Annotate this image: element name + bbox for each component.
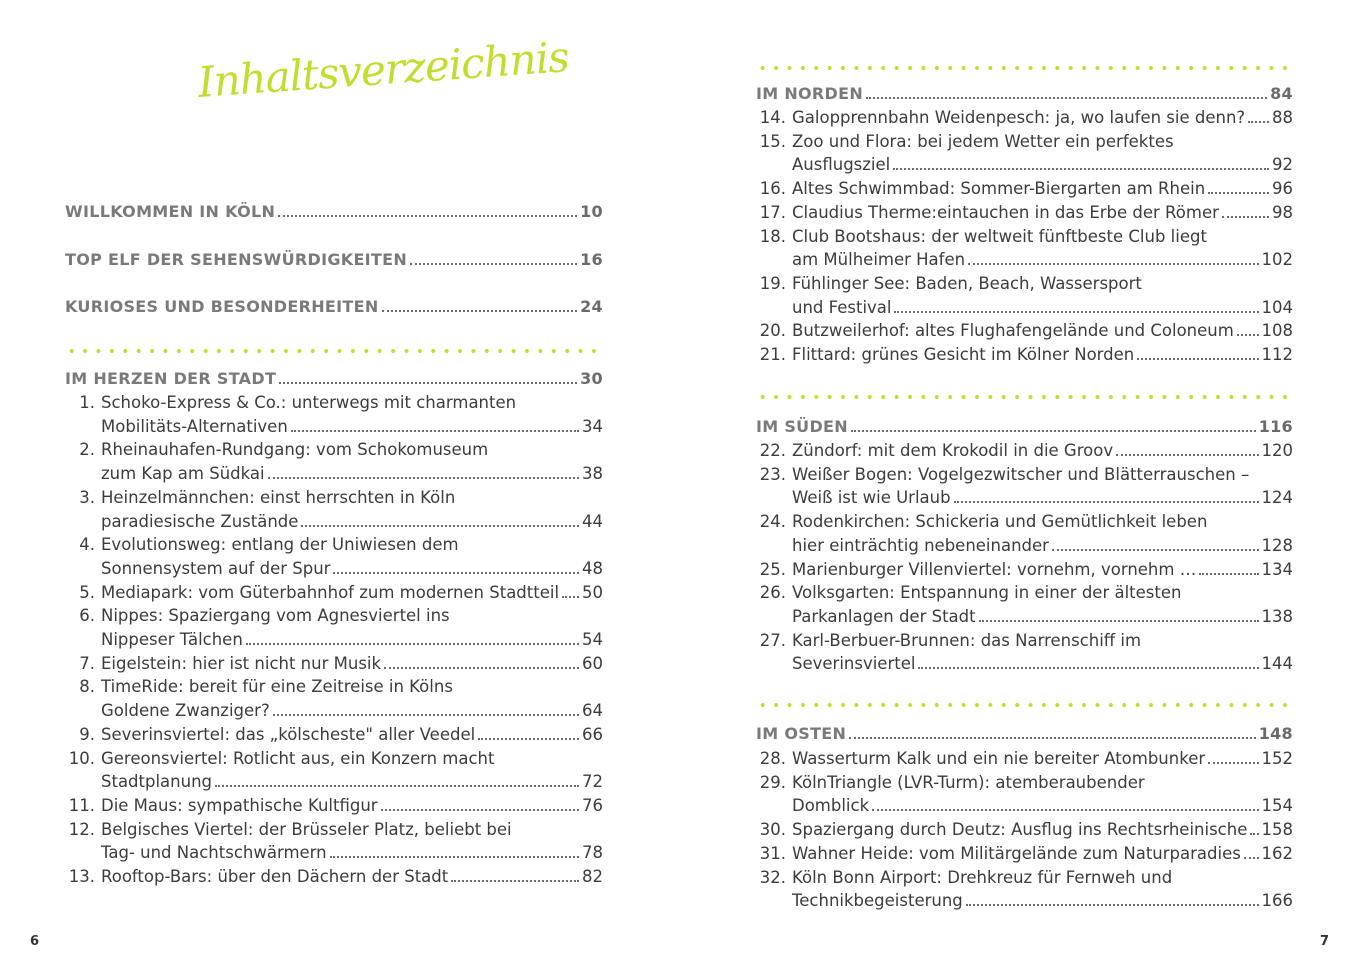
section-heading[interactable]	[756, 82, 1293, 106]
section-heading[interactable]	[65, 200, 603, 224]
entry-number: 13.	[68, 867, 95, 886]
dot-leader	[215, 785, 579, 787]
dot-leader	[384, 667, 579, 669]
section-heading[interactable]	[65, 248, 603, 272]
dot-leader	[849, 737, 1255, 739]
entry-number: 28.	[759, 749, 786, 768]
page-ref: 166	[1261, 891, 1293, 911]
dot-leader	[291, 430, 579, 432]
section-heading[interactable]	[756, 415, 1293, 439]
page-ref: 92	[1272, 155, 1293, 175]
entry-label: IM HERZEN DER STADT	[65, 369, 277, 388]
page-ref: 82	[582, 867, 603, 886]
toc-entry-line[interactable]	[68, 865, 603, 889]
entry-label: IM SÜDEN	[756, 417, 848, 436]
entry-label: KURIOSES UND BESONDERHEITEN	[65, 297, 379, 316]
toc-entry-line[interactable]	[792, 486, 1293, 510]
dot-leader	[979, 620, 1259, 622]
dot-leader	[872, 809, 1258, 811]
entry-label: Zündorf: mit dem Krokodil in die Groov	[792, 441, 1114, 460]
dot-leader	[381, 809, 579, 811]
toc-entry-line[interactable]	[759, 319, 1293, 343]
dot-leader	[851, 430, 1256, 432]
page-ref: 154	[1261, 796, 1293, 816]
entry-label: und Festival	[792, 297, 892, 317]
toc-entry-line[interactable]	[101, 415, 603, 439]
entry-label: Butzweilerhof: altes Flughafengelände und Coloneum	[792, 321, 1234, 341]
section-heading[interactable]	[756, 722, 1293, 746]
entry-label: Evolutionsweg: entlang der Uniwiesen dem	[101, 535, 459, 555]
entry-number: 12.	[68, 819, 95, 839]
entry-number: 27.	[759, 630, 786, 650]
page-ref: 72	[582, 772, 603, 792]
dot-leader	[279, 382, 577, 384]
entry-number: 7.	[79, 653, 95, 673]
entry-label: Flittard: grünes Gesicht im Kölner Norden	[792, 345, 1135, 364]
entry-label: Severinsviertel	[792, 654, 916, 674]
toc-title: Inhaltsverzeichnis	[196, 32, 571, 107]
page-ref: 78	[582, 843, 603, 863]
entry-number: 20.	[759, 321, 786, 341]
dot-leader	[1250, 833, 1258, 835]
toc-entry-line[interactable]	[101, 770, 603, 794]
toc-entry-text	[68, 747, 495, 771]
dot-leader	[1137, 358, 1258, 360]
entry-label: Rodenkirchen: Schickeria und Gemütlichkeit leben	[792, 512, 1208, 532]
toc-entry-text	[759, 581, 1182, 605]
entry-number: 9.	[79, 724, 95, 744]
dot-leader	[478, 738, 579, 740]
page-ref: 112	[1261, 345, 1293, 364]
entry-number: 19.	[759, 273, 786, 293]
entry-label: Parkanlagen der Stadt	[792, 606, 976, 626]
entry-label: KölnTriangle (LVR-Turm): atemberaubender	[792, 772, 1145, 792]
entry-number: 24.	[759, 512, 786, 532]
dot-leader	[1222, 216, 1269, 218]
entry-label: WILLKOMMEN IN KÖLN	[65, 202, 276, 221]
dot-leader	[954, 501, 1259, 503]
entry-label: Gereonsviertel: Rotlicht aus, ein Konzern macht	[101, 748, 495, 768]
entry-label: Weißer Bogen: Vogelgezwitscher und Blätterrauschen –	[792, 464, 1250, 484]
entry-label: Goldene Zwanziger?	[101, 701, 270, 721]
entry-number: 4.	[79, 535, 95, 555]
toc-entry-line[interactable]	[79, 652, 603, 676]
dot-leader	[968, 263, 1258, 265]
toc-entry-line[interactable]	[792, 794, 1293, 818]
toc-entry-line[interactable]	[101, 510, 603, 534]
dot-leader	[268, 477, 579, 479]
entry-label: Spaziergang durch Deutz: Ausflug ins Rechtsrheinische	[792, 820, 1248, 840]
toc-entry-text	[79, 533, 459, 557]
toc-entry-line[interactable]	[792, 652, 1293, 676]
page-ref: 24	[580, 297, 603, 316]
entry-label: TOP ELF DER SEHENSWÜRDIGKEITEN	[65, 250, 408, 269]
entry-label: Schoko-Express & Co.: unterwegs mit charmanten	[101, 393, 517, 412]
page-ref: 88	[1272, 108, 1293, 127]
entry-label: Mediapark: vom Güterbahnhof zum modernen Stadtteil	[101, 582, 560, 602]
page-ref: 158	[1261, 820, 1293, 840]
page-ref: 148	[1258, 724, 1293, 743]
dot-leader	[1208, 762, 1258, 764]
page-ref: 120	[1261, 441, 1293, 460]
entry-label: Severinsviertel: das „kölscheste" aller Veedel	[101, 724, 476, 744]
page-number-right: 7	[1320, 934, 1330, 949]
entry-label: Rooftop-Bars: über den Dächern der Stadt	[101, 867, 449, 886]
page-ref: 152	[1261, 749, 1293, 768]
entry-label: Altes Schwimmbad: Sommer-Biergarten am Rhein	[792, 179, 1206, 199]
entry-label: Belgisches Viertel: der Brüsseler Platz, beliebt bei	[101, 819, 512, 839]
dot-leader	[1116, 454, 1258, 456]
entry-number: 17.	[759, 202, 786, 222]
toc-entry-line[interactable]	[101, 557, 603, 581]
dot-leader	[1052, 549, 1259, 551]
toc-entry-line[interactable]	[792, 153, 1293, 177]
toc-entry-text	[759, 225, 1207, 249]
entry-number: 21.	[759, 345, 786, 364]
dot-leader	[893, 168, 1269, 170]
entry-label: Wahner Heide: vom Militärgelände zum Naturparadies	[792, 843, 1241, 863]
page-ref: 10	[580, 202, 603, 221]
page-ref: 76	[582, 795, 603, 815]
entry-label: Tag- und Nachtschwärmern	[101, 843, 327, 863]
entry-label: Claudius Therme:eintauchen in das Erbe der Römer	[792, 202, 1219, 222]
page-ref: 102	[1261, 250, 1293, 270]
dot-leader	[866, 97, 1267, 99]
entry-label: Marienburger Villenviertel: vornehm, vornehm …	[792, 559, 1197, 579]
toc-entry-line[interactable]	[101, 699, 603, 723]
entry-label: Rheinauhafen-Rundgang: vom Schokomuseum	[101, 440, 489, 460]
toc-entry-text	[79, 675, 453, 699]
entry-label: Sonnensystem auf der Spur	[101, 558, 331, 578]
entry-number: 30.	[759, 820, 786, 840]
entry-label: Eigelstein: hier ist nicht nur Musik	[101, 653, 382, 673]
page-ref: 98	[1272, 202, 1293, 222]
entry-number: 31.	[759, 843, 786, 863]
entry-label: Technikbegeisterung	[792, 891, 963, 911]
toc-entry-line[interactable]	[759, 558, 1293, 582]
dot-leader	[1248, 121, 1269, 123]
dot-leader	[301, 525, 579, 527]
dot-leader	[1199, 573, 1258, 575]
entry-number: 8.	[79, 677, 95, 697]
section-heading[interactable]	[65, 295, 603, 319]
toc-entry-line[interactable]	[759, 439, 1293, 463]
toc-entry-text	[759, 130, 1174, 154]
page-ref: 16	[580, 250, 603, 269]
entry-label: Karl-Berbuer-Brunnen: das Narrenschiff im	[792, 630, 1142, 650]
entry-label: IM OSTEN	[756, 724, 847, 743]
entry-label: Club Bootshaus: der weltweit fünftbeste Club liegt	[792, 226, 1207, 246]
entry-number: 25.	[759, 559, 786, 579]
dot-leader	[451, 880, 579, 882]
dot-leader	[918, 667, 1258, 669]
toc-entry-line[interactable]	[68, 794, 603, 818]
page-number-left: 6	[30, 934, 40, 949]
page-ref: 44	[582, 511, 603, 531]
entry-number: 23.	[759, 464, 786, 484]
toc-entry-line[interactable]	[759, 177, 1293, 201]
page-ref: 30	[580, 369, 603, 388]
page-ref: 38	[582, 464, 603, 484]
entry-label: Galopprennbahn Weidenpesch: ja, wo laufen sie denn?	[792, 108, 1246, 127]
page-ref: 144	[1261, 654, 1293, 674]
toc-entry-line[interactable]	[759, 818, 1293, 842]
entry-label: Die Maus: sympathische Kultfigur	[101, 795, 378, 815]
page-ref: 124	[1261, 488, 1293, 508]
toc-entry-line[interactable]	[101, 628, 603, 652]
toc-entry-line[interactable]	[792, 605, 1293, 629]
entry-label: Weiß ist wie Urlaub	[792, 488, 951, 508]
entry-label: Nippeser Tälchen	[101, 630, 243, 649]
toc-entry-line[interactable]	[792, 248, 1293, 272]
right-page	[679, 0, 1358, 974]
dot-leader	[1244, 857, 1259, 859]
toc-entry-line[interactable]	[79, 723, 603, 747]
toc-entry-text	[759, 771, 1145, 795]
entry-number: 16.	[759, 179, 786, 199]
entry-label: Volksgarten: Entspannung in einer der ältesten	[792, 583, 1182, 603]
page-ref: 48	[582, 558, 603, 578]
dot-leader	[966, 904, 1259, 906]
dot-leader	[246, 643, 579, 645]
dotted-divider	[756, 66, 1293, 70]
page-ref: 34	[582, 416, 603, 436]
page-ref: 66	[582, 724, 603, 744]
dotted-divider	[65, 349, 603, 353]
dot-leader	[278, 215, 577, 217]
page-ref: 54	[582, 630, 603, 649]
toc-entry-line[interactable]	[101, 462, 603, 486]
entry-label: hier einträchtig nebeneinander	[792, 535, 1049, 555]
entry-label: Zoo und Flora: bei jedem Wetter ein perfektes	[792, 131, 1174, 151]
page-ref: 162	[1261, 843, 1293, 863]
toc-entry-text	[759, 866, 1173, 890]
dot-leader	[410, 263, 577, 265]
page-ref: 138	[1261, 606, 1293, 626]
entry-number: 1.	[79, 393, 95, 412]
entry-label: Mobilitäts-Alternativen	[101, 416, 288, 436]
entry-number: 3.	[79, 487, 95, 507]
toc-entry-text	[68, 818, 512, 842]
page-ref: 50	[582, 582, 603, 602]
page-ref: 134	[1261, 559, 1293, 579]
toc-entry-text	[759, 272, 1142, 296]
entry-number: 2.	[79, 440, 95, 460]
entry-number: 6.	[79, 606, 95, 626]
dot-leader	[273, 714, 579, 716]
page-ref: 64	[582, 701, 603, 721]
toc-entry-text	[79, 391, 517, 415]
entry-number: 29.	[759, 772, 786, 792]
entry-number: 14.	[759, 108, 786, 127]
entry-number: 11.	[68, 795, 95, 815]
entry-label: Domblick	[792, 796, 870, 816]
entry-label: Nippes: Spaziergang vom Agnesviertel ins	[101, 606, 450, 626]
page-ref: 108	[1261, 321, 1293, 341]
toc-entry-line[interactable]	[759, 343, 1293, 367]
dot-leader	[1208, 192, 1269, 194]
entry-number: 10.	[68, 748, 95, 768]
page-ref: 128	[1261, 535, 1293, 555]
toc-entry-line[interactable]	[792, 296, 1293, 320]
page-ref: 84	[1270, 84, 1293, 103]
page-ref: 104	[1261, 297, 1293, 317]
entry-label: Wasserturm Kalk und ein nie bereiter Atombunker	[792, 749, 1206, 768]
entry-number: 15.	[759, 131, 786, 151]
toc-entry-text	[79, 604, 450, 628]
entry-number: 26.	[759, 583, 786, 603]
toc-entry-line[interactable]	[759, 842, 1293, 866]
section-heading[interactable]	[65, 367, 603, 391]
entry-number: 5.	[79, 582, 95, 602]
entry-label: Ausflugsziel	[792, 155, 891, 175]
page-ref: 60	[582, 653, 603, 673]
dotted-divider	[756, 703, 1293, 707]
entry-number: 18.	[759, 226, 786, 246]
dot-leader	[894, 311, 1258, 313]
toc-entry-text	[759, 510, 1208, 534]
toc-entry-line[interactable]	[792, 889, 1293, 913]
entry-label: Heinzelmännchen: einst herrschten in Köln	[101, 487, 456, 507]
toc-entry-text	[759, 463, 1250, 487]
toc-entry-text	[79, 486, 456, 510]
entry-number: 32.	[759, 867, 786, 887]
toc-entry-line[interactable]	[759, 747, 1293, 771]
toc-entry-line[interactable]	[792, 534, 1293, 558]
dot-leader	[333, 572, 579, 574]
entry-label: am Mülheimer Hafen	[792, 250, 966, 270]
entry-label: Stadtplanung	[101, 772, 213, 792]
entry-label: paradiesische Zustände	[101, 511, 299, 531]
toc-entry-text	[79, 438, 489, 462]
toc-entry-line[interactable]	[759, 106, 1293, 130]
entry-label: zum Kap am Südkai	[101, 464, 265, 484]
toc-entry-line[interactable]	[79, 581, 603, 605]
dotted-divider	[756, 395, 1293, 399]
dot-leader	[562, 596, 579, 598]
dot-leader	[1237, 334, 1259, 336]
entry-label: TimeRide: bereit für eine Zeitreise in Kölns	[101, 677, 453, 697]
dot-leader	[330, 856, 579, 858]
entry-label: Köln Bonn Airport: Drehkreuz für Fernweh und	[792, 867, 1173, 887]
dot-leader	[382, 310, 578, 312]
entry-number: 22.	[759, 441, 786, 460]
toc-entry-line[interactable]	[101, 841, 603, 865]
page-ref: 96	[1272, 179, 1293, 199]
toc-entry-text	[759, 629, 1142, 653]
toc-entry-line[interactable]	[759, 201, 1293, 225]
entry-label: Fühlinger See: Baden, Beach, Wassersport	[792, 273, 1142, 293]
page-ref: 116	[1258, 417, 1293, 436]
entry-label: IM NORDEN	[756, 84, 864, 103]
